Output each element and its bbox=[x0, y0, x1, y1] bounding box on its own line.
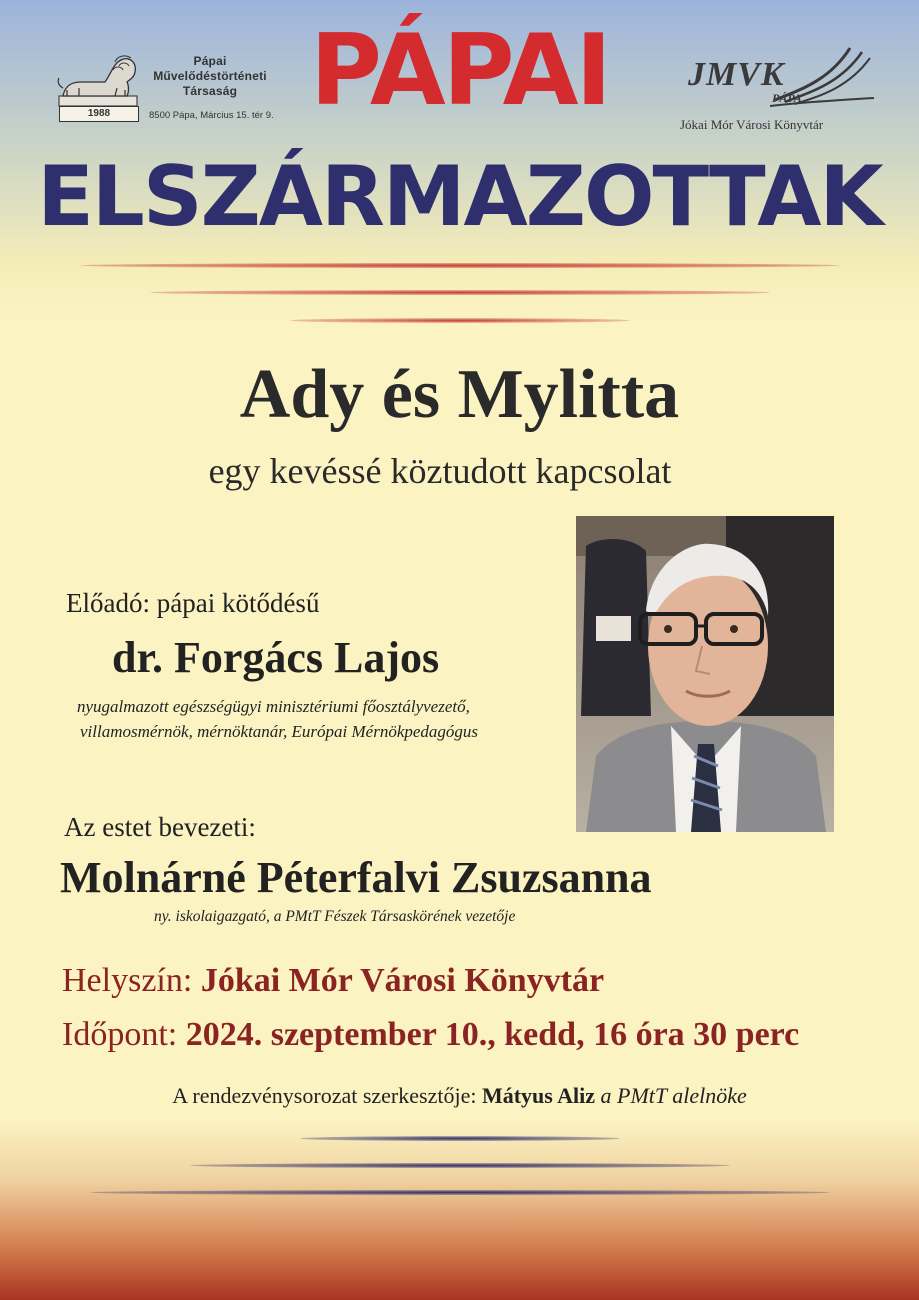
society-name-line2: Művelődéstörténeti bbox=[153, 69, 267, 83]
organizer-prefix: A rendezvénysorozat szerkesztője: bbox=[172, 1083, 477, 1108]
speaker-bio-line1: nyugalmazott egészségügyi minisztériumi főosztályvezető, bbox=[77, 697, 470, 716]
society-name-line3: Társaság bbox=[182, 84, 238, 98]
society-address: 8500 Pápa, Március 15. tér 9. bbox=[149, 110, 274, 121]
library-city: PÁPA bbox=[772, 91, 802, 105]
venue-value: Jókai Mór Városi Könyvtár bbox=[200, 962, 605, 999]
series-title-line1: PÁPAI bbox=[310, 14, 609, 128]
library-abbreviation: JMVK bbox=[688, 56, 785, 93]
decorative-line bbox=[190, 1163, 730, 1168]
decorative-line bbox=[90, 1190, 830, 1195]
society-name-line1: Pápai bbox=[193, 54, 227, 68]
speaker-photo bbox=[576, 516, 834, 832]
venue-row bbox=[62, 962, 604, 1000]
organizer-line bbox=[0, 1083, 919, 1109]
founding-year: 1988 bbox=[59, 106, 139, 122]
speaker-bio-line2: villamosmérnök, mérnöktanár, Európai Mérnökpedagógus bbox=[80, 722, 479, 741]
speaker-label: Előadó: pápai kötődésű bbox=[66, 588, 320, 618]
intro-name: Molnárné Péterfalvi Zsuzsanna bbox=[60, 853, 652, 902]
speaker-name: dr. Forgács Lajos bbox=[112, 633, 440, 682]
intro-label: Az estet bevezeti: bbox=[64, 812, 256, 842]
intro-role: ny. iskolaigazgató, a PMtT Fészek Társaskörének vezetője bbox=[154, 908, 516, 925]
event-subtitle: egy kevéssé köztudott kapcsolat bbox=[208, 451, 672, 491]
time-value: 2024. szeptember 10., kedd, 16 óra 30 perc bbox=[185, 1016, 800, 1053]
decorative-line bbox=[150, 290, 770, 295]
organizer-role: a PMtT alelnöke bbox=[600, 1083, 747, 1108]
time-row bbox=[62, 1016, 799, 1054]
organizer-name: Mátyus Aliz bbox=[481, 1083, 596, 1108]
time-label: Időpont: bbox=[62, 1016, 178, 1053]
decorative-line bbox=[290, 318, 630, 323]
series-title-line2: ELSZÁRMAZOTTAK bbox=[37, 148, 882, 245]
decorative-line bbox=[300, 1136, 620, 1141]
library-name: Jókai Mór Városi Könyvtár bbox=[680, 117, 824, 132]
event-title: Ady és Mylitta bbox=[239, 356, 680, 433]
venue-label: Helyszín: bbox=[62, 962, 193, 999]
decorative-line bbox=[80, 263, 840, 268]
